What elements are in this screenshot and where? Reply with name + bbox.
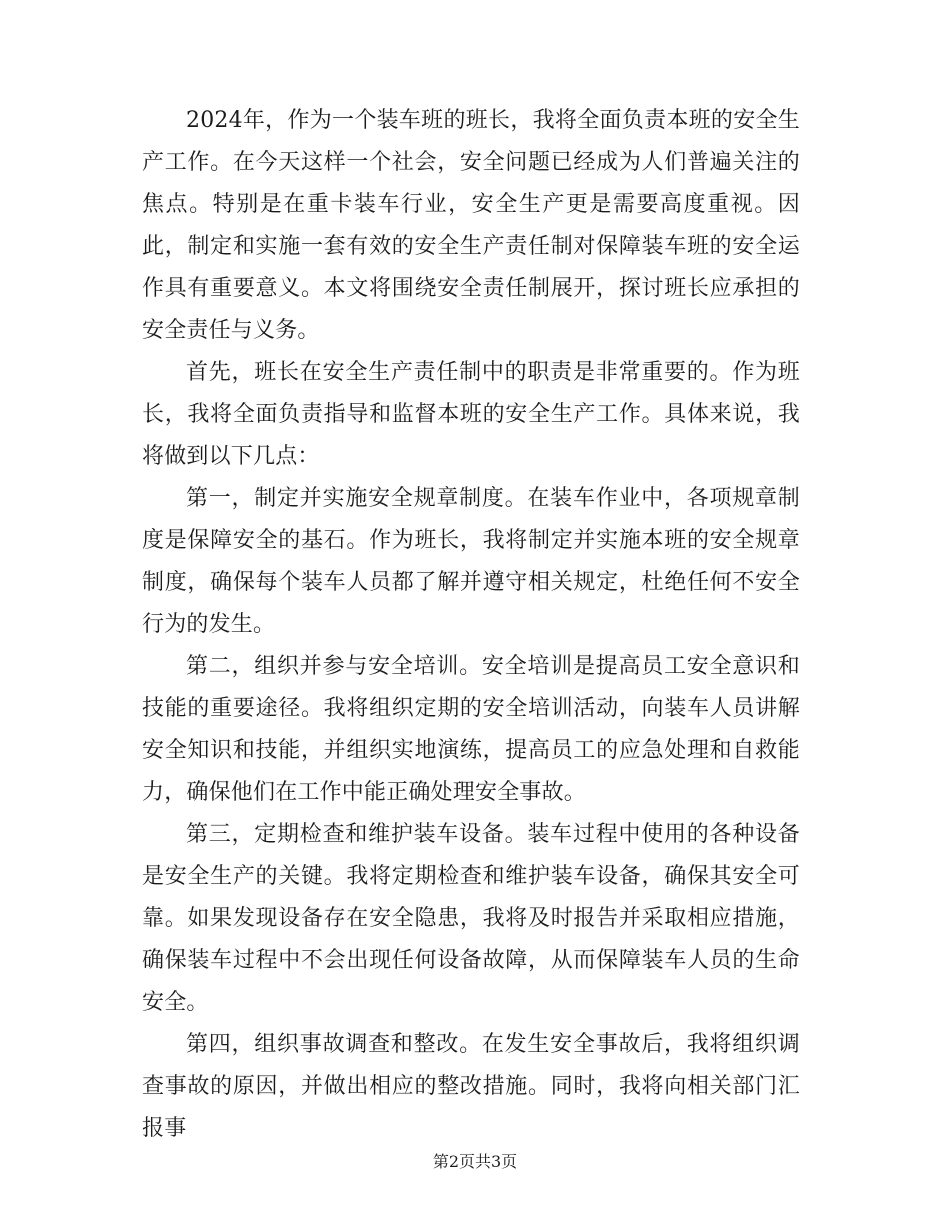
- paragraph-point-4: 第四，组织事故调查和整改。在发生安全事故后，我将组织调查事故的原因，并做出相应的整改措施。同时，我将向相关部门汇报事: [142, 1032, 800, 1141]
- paragraph-point-2: 第二，组织并参与安全培训。安全培训是提高员工安全意识和技能的重要途径。我将组织定期的安全培训活动，向装车人员讲解安全知识和技能，并组织实地演练，提高员工的应急处理和自救能力，确保他们在工作中能正确处理安全事故。: [142, 654, 800, 805]
- document-body: [142, 100, 800, 1150]
- paragraph-intro: 2024年，作为一个装车班的班长，我将全面负责本班的安全生产工作。在今天这样一个社会，安全问题已经成为人们普遍关注的焦点。特别是在重卡装车行业，安全生产更是需要高度重视。因此，制定和实施一套有效的安全生产责任制对保障装车班的安全运作具有重要意义。本文将围绕安全责任制展开，探讨班长应承担的安全责任与义务。: [142, 108, 800, 343]
- page-number-footer: 第2页共3页: [432, 1152, 518, 1171]
- paragraph-point-3: 第三，定期检查和维护装车设备。装车过程中使用的各种设备是安全生产的关键。我将定期检查和维护装车设备，确保其安全可靠。如果发现设备存在安全隐患，我将及时报告并采取相应措施，确保装车过程中不会出现任何设备故障，从而保障装车人员的生命安全。: [142, 822, 800, 1015]
- paragraph-point-1: 第一，制定并实施安全规章制度。在装车作业中，各项规章制度是保障安全的基石。作为班长，我将制定并实施本班的安全规章制度，确保每个装车人员都了解并遵守相关规定，杜绝任何不安全行为的发生。: [142, 486, 800, 637]
- paragraph-first: 首先，班长在安全生产责任制中的职责是非常重要的。作为班长，我将全面负责指导和监督本班的安全生产工作。具体来说，我将做到以下几点：: [142, 360, 800, 469]
